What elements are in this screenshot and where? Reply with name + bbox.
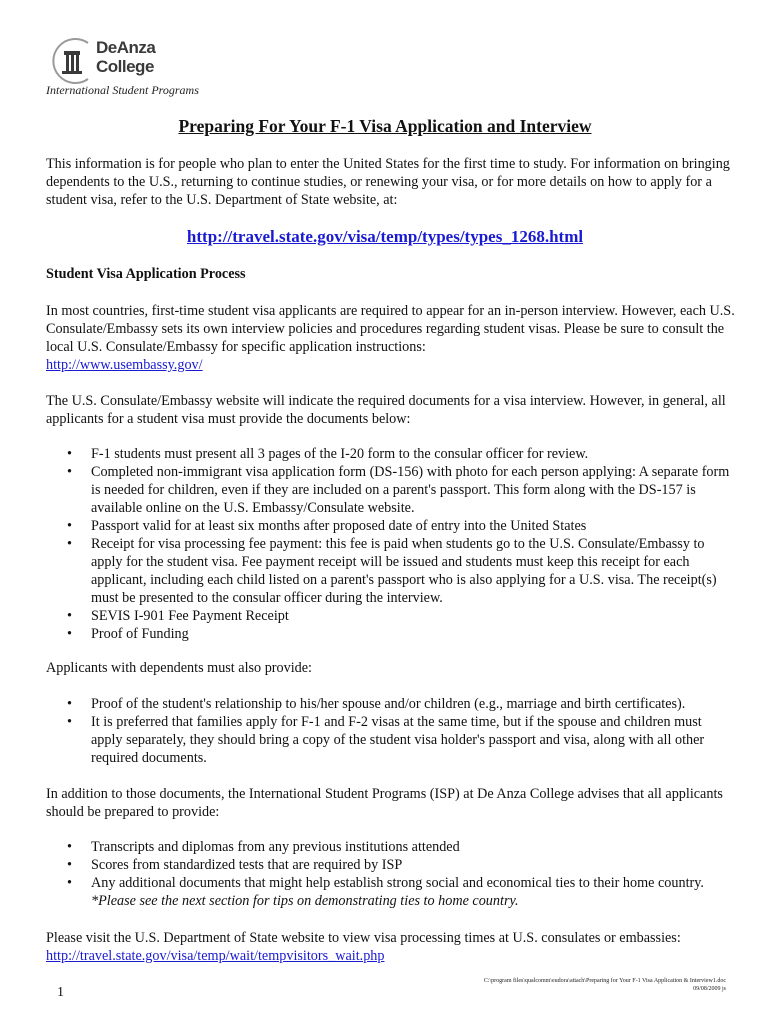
list-item: • SEVIS I-901 Fee Payment Receipt [46,607,736,625]
processing-times-link[interactable]: http://travel.state.gov/visa/temp/wait/tempvisitors_wait.php [46,948,385,964]
intro-paragraph: This information is for people who plan to enter the United States for the first time to study. For information on bringing dependents to the U.S., returning to continue studies, or renewing your visa, or for more details on how to apply for a student visa, refer to the U.S. Department of State website, at: [46,156,730,208]
list-item: • Proof of Funding [46,625,736,643]
section-heading: Student Visa Application Process [46,266,246,282]
usembassy-link[interactable]: http://www.usembassy.gov/ [46,357,203,373]
documents-list [46,445,736,643]
page-title: Preparing For Your F-1 Visa Application and Interview [178,116,592,136]
program-name: International Student Programs [46,83,199,97]
processing-paragraph: Please visit the U.S. Department of State website to view visa processing times at U.S. consulates or embassies: http://travel.state.gov/visa/temp/wait/tempvisitors_wait.php [46,930,681,964]
list-item: • F-1 students must present all 3 pages of the I-20 form to the consular officer for review. [46,445,736,463]
logo-text: DeAnza College [96,38,156,76]
dependents-intro: Applicants with dependents must also provide: [46,660,312,676]
list-item: • Receipt for visa processing fee payment: this fee is paid when students go to the U.S. Consulate/Embassy to apply for the student visa. Fee payment receipt will be issued and students must keep this receipt for each applicant, including each child listed on a parent's passport who is also applying for a U.S. visa. The receipt(s) must be presented to the consular officer during the interview. [46,535,736,607]
list-item: • It is preferred that families apply for F-1 and F-2 visas at the same time, but if the spouse and children must apply separately, they should bring a copy of the student visa holder's passport and visa, along with all other required documents. [46,713,736,767]
isp-list [46,838,736,910]
process-paragraph: In most countries, first-time student visa applicants are required to appear for an in-person interview. However, each U.S. Consulate/Embassy sets its own interview policies and procedures regarding student visas. Please be sure to consult the local U.S. Consulate/Embassy for specific application instructions: http://www.usembassy.gov/ [46,303,735,373]
list-item: • Scores from standardized tests that are required by ISP [46,856,736,874]
list-item: • Passport valid for at least six months after proposed date of entry into the United States [46,517,736,535]
list-item: • Transcripts and diplomas from any previous institutions attended [46,838,736,856]
isp-intro: In addition to those documents, the International Student Programs (ISP) at De Anza College advises that all applicants should be prepared to provide: [46,786,723,820]
dependents-list [46,695,736,767]
list-item: • Proof of the student's relationship to his/her spouse and/or children (e.g., marriage and birth certificates). [46,695,736,713]
college-seal-icon [44,37,94,85]
list-item: • Completed non-immigrant visa application form (DS-156) with photo for each person applying: A separate form is needed for children, even if they are included on a parent's passport. This form along with the DS-157 is available online on the U.S. Embassy/Consulate website. [46,463,736,517]
list-item: • Any additional documents that might help establish strong social and economical ties to their home country. *Please see the next section for tips on demonstrating ties to home country. [46,874,736,910]
visa-types-link[interactable]: http://travel.state.gov/visa/temp/types/types_1268.html [186,227,584,246]
page-number: 1 [57,985,64,1000]
footer-file-path: C:\program files\qualcomm\eudora\attach\Preparing for Your F-1 Visa Application & Interview1.doc 09/08/2009 js [483,978,726,992]
college-logo [44,37,174,85]
documents-intro: The U.S. Consulate/Embassy website will indicate the required documents for a visa interview. However, in general, all applicants for a student visa must provide the documents below: [46,393,726,427]
ties-note: *Please see the next section for tips on demonstrating ties to home country. [91,893,519,909]
